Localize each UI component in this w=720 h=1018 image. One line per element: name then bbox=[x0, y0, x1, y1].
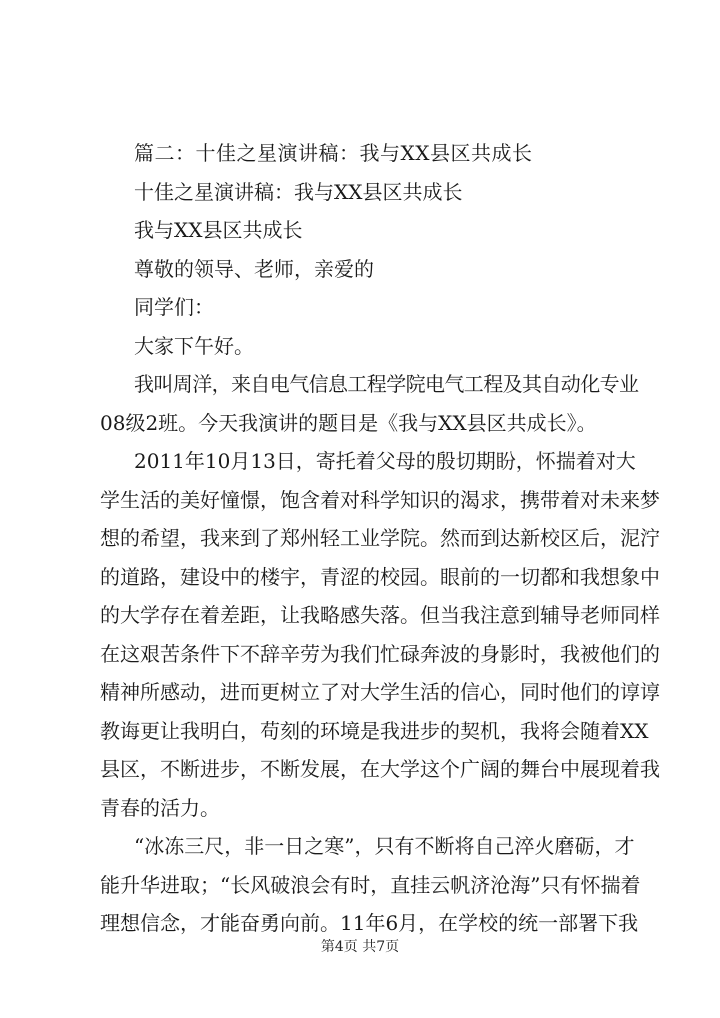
salutation-line: 尊敬的领导、老师，亲爱的 bbox=[134, 256, 374, 281]
speech-subtitle: 我与XX县区共成长 bbox=[134, 218, 303, 242]
paragraph-line: 的道路，建设中的楼宇，青涩的校园。眼前的一切都和我想象中 bbox=[100, 564, 660, 589]
section-heading: 篇二：十佳之星演讲稿：我与XX县区共成长 bbox=[134, 141, 533, 165]
paragraph-line: 想的希望，我来到了郑州轻工业学院。然而到达新校区后，泥泞 bbox=[100, 526, 660, 550]
paragraph-line: 的大学存在着差距，让我略感失落。但当我注意到辅导老师同样 bbox=[100, 603, 660, 627]
paragraph-line: 我叫周洋，来自电气信息工程学院电气工程及其自动化专业 bbox=[134, 372, 639, 396]
paragraph-line: 理想信念，才能奋勇向前。11年6月，在学校的统一部署下我 bbox=[100, 911, 639, 935]
speech-title: 十佳之星演讲稿：我与XX县区共成长 bbox=[134, 179, 463, 204]
paragraph-line: 在这艰苦条件下不辞辛劳为我们忙碌奔波的身影时，我被他们的 bbox=[100, 641, 660, 666]
page-number-footer: 第4页 共7页 bbox=[320, 939, 400, 955]
salutation-line: 同学们： bbox=[134, 295, 214, 319]
paragraph-line: 精神所感动，进而更树立了对大学生活的信心，同时他们的谆谆 bbox=[100, 680, 660, 704]
paragraph-line: 2011年10月13日，寄托着父母的殷切期盼，怀揣着对大 bbox=[134, 449, 636, 473]
paragraph-line: 青春的活力。 bbox=[100, 795, 220, 820]
paragraph-line: 08级2班。今天我演讲的题目是《我与XX县区共成长》。 bbox=[100, 410, 597, 435]
greeting-line: 大家下午好。 bbox=[134, 333, 254, 358]
paragraph-line: 能升华进取；“长风破浪会有时，直挂云帆济沧海”只有怀揣着 bbox=[100, 872, 641, 897]
paragraph-line: 县区，不断进步，不断发展，在大学这个广阔的舞台中展现着我 bbox=[100, 757, 660, 781]
paragraph-line: 教诲更让我明白，苟刻的环境是我进步的契机，我将会随着XX bbox=[100, 718, 649, 743]
document-body bbox=[100, 134, 660, 943]
paragraph-line: 学生活的美好憧憬，饱含着对科学知识的渴求，携带着对未来梦 bbox=[100, 487, 660, 512]
paragraph-line: “冰冻三尺，非一日之寒”，只有不断将自己淬火磨砺，才 bbox=[134, 834, 635, 858]
